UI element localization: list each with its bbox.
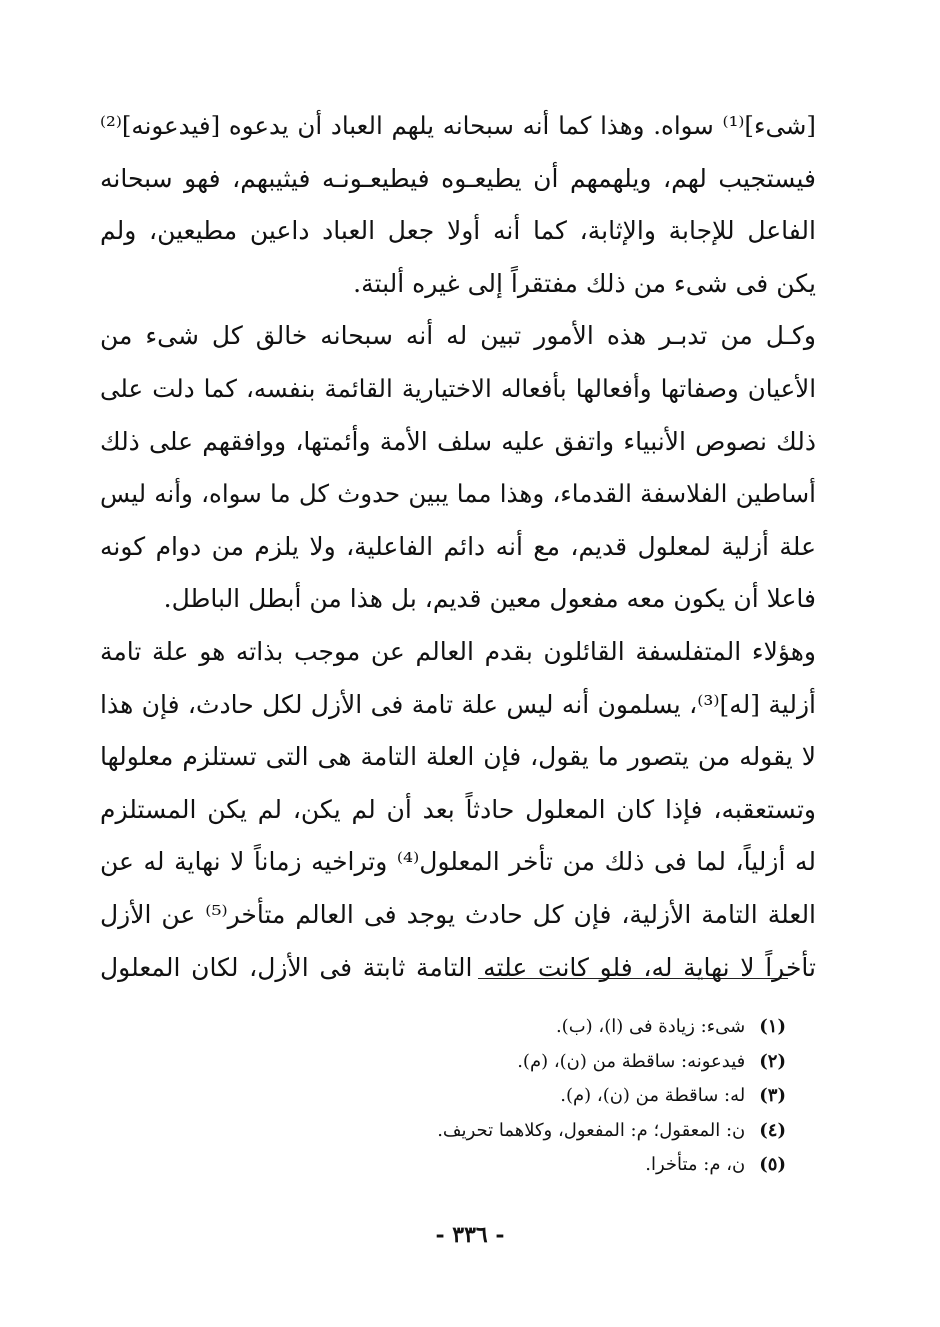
text-line: ذلك نصوص الأنبياء واتفق عليه سلف الأمة وأئمتها، ووافقهم على ذلك [100,426,816,456]
text-line: وكـل من تدبـر هذه الأمور تبين له أنه سبحانه خالق كل شىء من [100,321,816,351]
footnote-text: له: ساقطة من (ن)، (م). [560,1085,746,1106]
text-line: الفاعل للإجابة والإثابة، كما أنه أولا جعل العباد داعين مطيعين، ولم [100,216,816,246]
text-line: علة أزلية لمعلول قديم، مع أنه دائم الفاعلية، ولا يلزم من دوام كونه [100,531,816,561]
text-line: لا يقوله من يتصور ما يقول، فإن العلة التامة هى التى تستلزم معلولها [100,742,816,772]
footnote-number: (١) [759,1016,786,1037]
text-line: فاعلا أن يكون معه مفعول معين قديم، بل هذا من أبطل الباطل. [163,584,816,614]
text-line: أساطين الفلاسفة القدماء، وهذا مما يبين حدوث كل ما سواه، وأنه ليس [100,479,816,509]
text-line: تأخراً لا نهاية له، فلو كانت علته التامة ثابتة فى الأزل، لكان المعلول [100,952,816,982]
footnote-number: (٢) [759,1050,786,1072]
text-line: يكن فى شىء من ذلك مفتقراً إلى غيره ألبتة. [353,268,816,298]
text-line: له أزلياً، لما فى ذلك من تأخر المعلول⁽⁴⁾ وتراخيه زماناً لا نهاية له عن [100,847,816,877]
footnote-number: (٣) [759,1085,786,1106]
footnote-text: ن: المعقول؛ م: المفعول، وكلاهما تحريف. [437,1119,746,1141]
text-line: الأعيان وصفاتها وأفعالها بأفعاله الاختيارية القائمة بنفسه، كما دلت على [100,373,816,403]
text-line: أزلية [له]⁽³⁾، يسلمون أنه ليس علة تامة فى الأزل لكل حادث، فإن هذا [100,689,816,719]
footnote-text: ن، م: متأخرا. [645,1154,746,1175]
text-line: العلة التامة الأزلية، فإن كل حادث يوجد فى العالم متأخر⁽⁵⁾ عن الأزل [100,899,816,929]
footnote-number: (٤) [759,1119,786,1141]
footnote-text: فيدعونه: ساقطة من (ن)، (م). [517,1050,746,1072]
text-line: وهؤلاء المتفلسفة القائلون بقدم العالم عن موجب بذاته هو علة تامة [100,636,816,666]
footnote-number: (٥) [759,1154,786,1175]
page-number: - ٣٣٦ - [435,1222,505,1248]
body-text [100,100,816,994]
footnote [360,1079,786,1114]
footnotes [360,1010,786,1183]
footnote-divider [478,978,788,979]
text-line: فيستجيب لهم، ويلهمهم أن يطيعـوه فيطيعـونـه فيثيبهم، فهو سبحانه [100,163,816,193]
text-line: [شىء]⁽¹⁾ سواه. وهذا كما أنه سبحانه يلهم العباد أن يدعوه [فيدعونه]⁽²⁾ [100,111,816,140]
text-line: وتستعقبه، فإذا كان المعلول حادثاً بعد أن لم يكن، لم يكن المستلزم [100,794,816,824]
footnote-text: شىء: زيادة فى (ا)، (ب). [555,1016,746,1037]
footnote [360,1148,786,1183]
footnote [360,1010,786,1045]
footnote [360,1045,786,1080]
footnote [360,1114,786,1149]
